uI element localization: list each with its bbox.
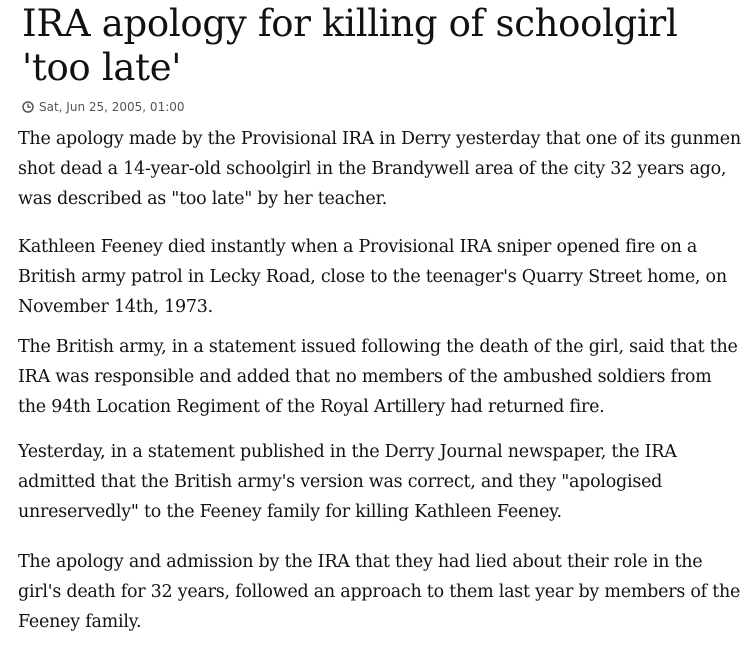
clock-icon: [22, 101, 34, 113]
article-paragraph: Yesterday, in a statement published in the Derry Journal newspaper, the IRA admitted that the British army's version was correct, and they "apologised unreservedly" to the Feeney family for killing Kathleen Feeney.: [18, 442, 677, 522]
article-continuation: [18, 643, 742, 665]
article-paragraph: The apology and admission by the IRA that they had lied about their role in the girl's death for 32 years, followed an approach to them last year by members of the Feeney family.: [18, 552, 741, 632]
article-title: IRA apology for killing of schoolgirl 'too late': [22, 2, 678, 89]
publish-date: Sat, Jun 25, 2005, 01:00: [39, 100, 185, 114]
article: [18, 0, 742, 665]
article-paragraph: Kathleen Feeney died instantly when a Provisional IRA sniper opened fire on a British army patrol in Lecky Road, close to the teenager's Quarry Street home, on November 14th, 1973.: [18, 237, 727, 317]
article-paragraph: The British army, in a statement issued following the death of the girl, said that the IRA was responsible and added that no members of the ambushed soldiers from the 94th Location Regiment of the Royal Artillery had returned fire.: [18, 337, 738, 417]
article-meta: [22, 98, 742, 116]
article-paragraph: The apology made by the Provisional IRA in Derry yesterday that one of its gunmen shot dead a 14-year-old schoolgirl in the Brandywell area of the city 32 years ago, was described as "too late" by her teacher.: [18, 129, 741, 209]
